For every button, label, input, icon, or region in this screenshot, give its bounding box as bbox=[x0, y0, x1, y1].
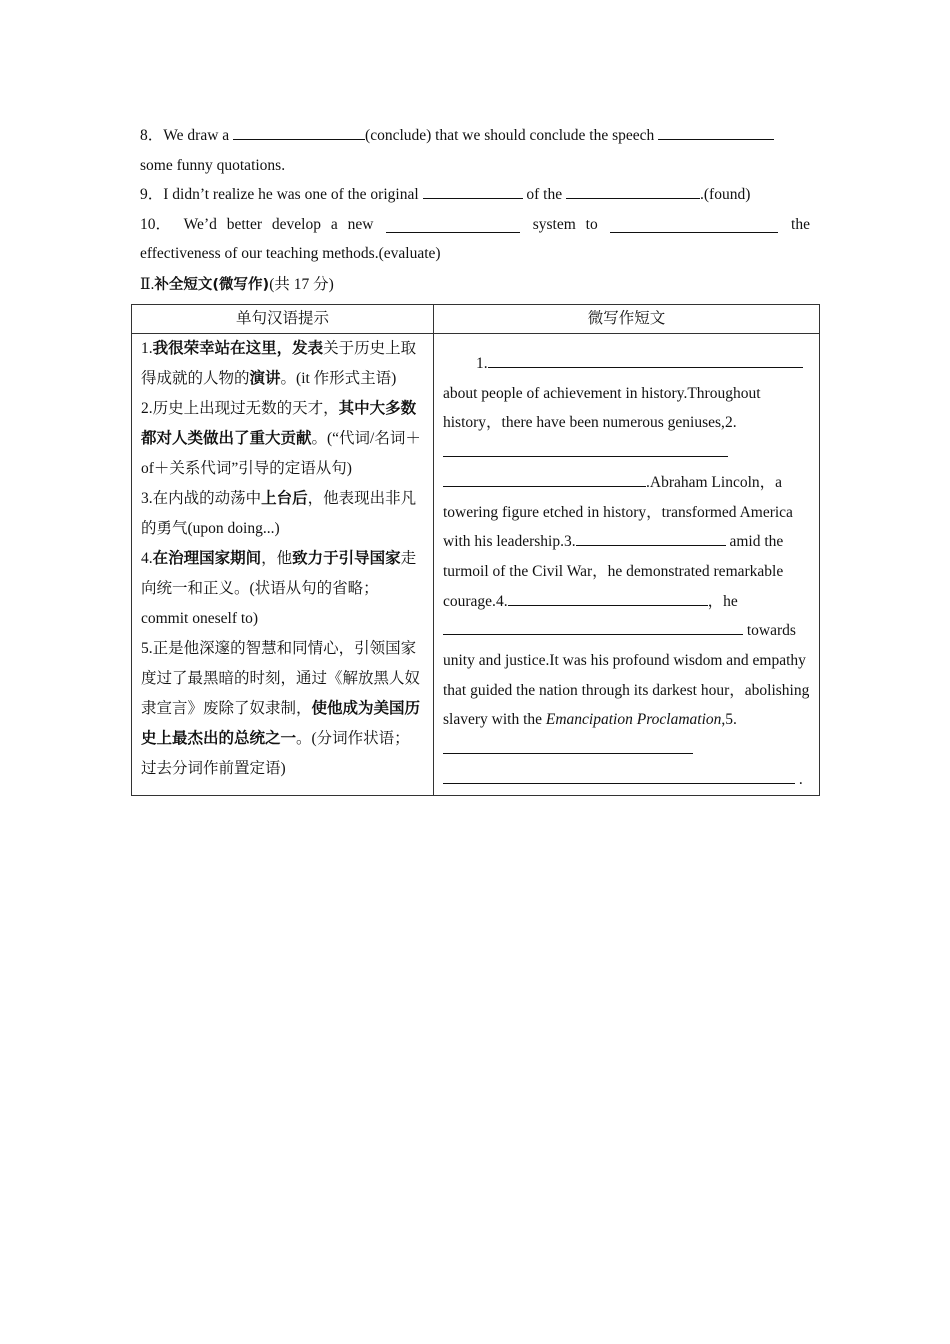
answer-blank[interactable] bbox=[443, 442, 728, 457]
answer-blank[interactable] bbox=[508, 591, 708, 606]
answer-blank[interactable] bbox=[443, 739, 693, 754]
header-passage: 微写作短文 bbox=[434, 305, 820, 334]
writing-table bbox=[131, 304, 820, 796]
answer-blank[interactable] bbox=[488, 353, 803, 368]
hints-cell bbox=[132, 334, 434, 796]
answer-blank[interactable] bbox=[658, 125, 774, 140]
answer-blank[interactable] bbox=[443, 769, 795, 784]
hint-5: 5.正是他深邃的智慧和同情心，引领国家度过了最黑暗的时刻，通过《解放黑人奴隶宣言》废除了奴隶制，使他成为美国历史上最杰出的总统之一。(分词作状语；过去分词作前置定语) bbox=[141, 640, 421, 777]
answer-blank[interactable] bbox=[566, 184, 700, 199]
passage-cell bbox=[434, 334, 820, 796]
question-9: 9．I didn’t realize he was one of the original of the .(found) bbox=[140, 186, 751, 203]
hint-1: 1.我很荣幸站在这里，发表关于历史上取得成就的人物的演讲。(it 作形式主语) bbox=[141, 340, 417, 387]
section-title: Ⅱ.补全短文(微写作)(共 17 分) bbox=[140, 275, 334, 293]
hint-4: 4.在治理国家期间，他致力于引导国家走向统一和正义。(状语从句的省略；commit oneself to) bbox=[141, 550, 417, 627]
answer-blank[interactable] bbox=[610, 218, 778, 233]
question-8-line2: some funny quotations. bbox=[140, 156, 286, 174]
passage-text: 1. about people of achievement in history.Throughout history，there have been numerous geniuses,2. .Abraham Lincoln，a towering figure etched in history，transformed America with his leadership.3. amid the turmoil of the Civil War，he demonstrated remarkable courage.4. ，he towards unity and justice.It was his profound wisdom and empathy that guided the nation through its darkest hour，abolishing slavery with the Emancipation Proclamation,5. . bbox=[443, 355, 810, 788]
table-header-row bbox=[132, 305, 820, 334]
answer-blank[interactable] bbox=[423, 184, 523, 199]
answer-blank[interactable] bbox=[233, 125, 365, 140]
header-hints: 单句汉语提示 bbox=[132, 305, 434, 334]
exercise-block bbox=[140, 121, 810, 300]
answer-blank[interactable] bbox=[576, 531, 726, 546]
hint-2: 2.历史上出现过无数的天才，其中大多数都对人类做出了重大贡献。(“代词/名词＋of＋关系代词”引导的定语从句) bbox=[141, 400, 421, 477]
answer-blank[interactable] bbox=[443, 472, 646, 487]
question-10-line2: effectiveness of our teaching methods.(evaluate) bbox=[140, 245, 441, 262]
answer-blank[interactable] bbox=[386, 218, 520, 233]
hint-3: 3.在内战的动荡中上台后，他表现出非凡的勇气(upon doing...) bbox=[141, 490, 417, 537]
answer-blank[interactable] bbox=[443, 620, 743, 635]
table-body-row bbox=[132, 334, 820, 796]
question-10-line1: 10． We’d better develop a new system to the bbox=[140, 215, 810, 233]
question-8-line1: 8．We draw a (conclude) that we should conclude the speech bbox=[140, 121, 810, 151]
